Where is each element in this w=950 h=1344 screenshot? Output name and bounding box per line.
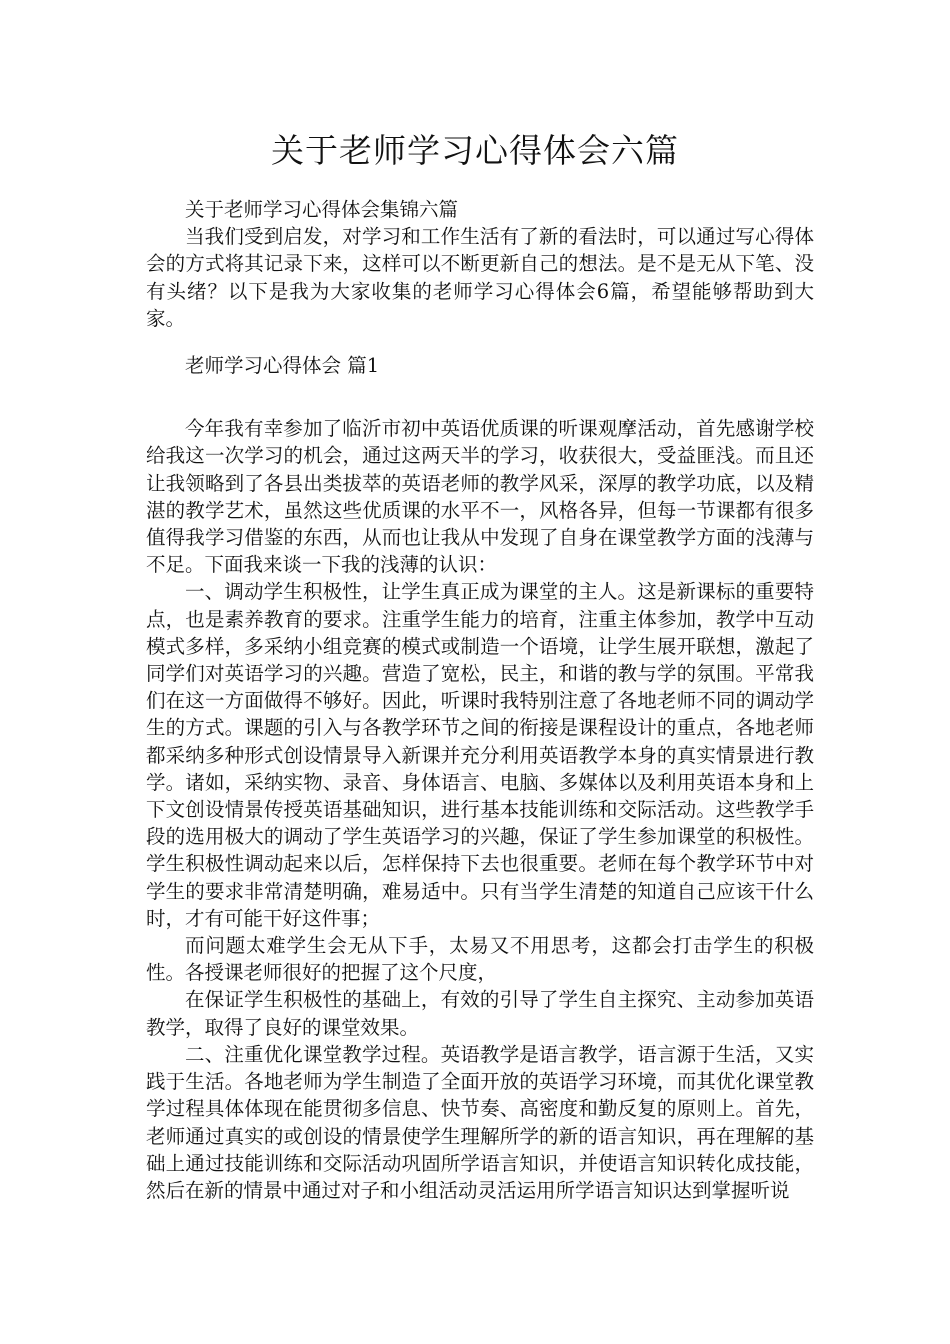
body-paragraph: 今年我有幸参加了临沂市初中英语优质课的听课观摩活动，首先感谢学校给我这一次学习的机会，通过这两天半的学习，收获很大，受益匪浅。而且还让我领略到了各县出类拔萃的英语老师的教学风采，深厚的教学功底，以及精湛的教学艺术，虽然这些优质课的水平不一，风格各异，但每一节课都有很多值得我学习借鉴的东西，从而也让我从中发现了自身在课堂教学方面的浅薄与不足。下面我来谈一下我的浅薄的认识： [146,417,814,577]
body-paragraph: 一、调动学生积极性，让学生真正成为课堂的主人。这是新课标的重要特点，也是素养教育的要求。注重学生能力的培育，注重主体参加，教学中互动模式多样，多采纳小组竞赛的模式或制造一个语境，让学生展开联想，激起了同学们对英语学习的兴趣。营造了宽松，民主，和谐的教与学的氛围。平常我们在这一方面做得不够好。因此，听课时我特别注意了各地老师不同的调动学生的方式。课题的引入与各教学环节之间的衔接是课程设计的重点，各地老师都采纳多种形式创设情景导入新课并充分利用英语教学本身的真实情景进行教学。诸如，采纳实物、录音、身体语言、电脑、多媒体以及利用英语本身和上下文创设情景传授英语基础知识，进行基本技能训练和交际活动。这些教学手段的选用极大的调动了学生英语学习的兴趣，保证了学生参加课堂的积极性。学生积极性调动起来以后，怎样保持下去也很重要。老师在每个教学环节中对学生的要求非常清楚明确，难易适中。只有当学生清楚的知道自己应该干什么时，才有可能干好这件事； [146,580,814,930]
section-heading: 老师学习心得体会 篇1 [185,354,380,378]
body-paragraph: 二、注重优化课堂教学过程。英语教学是语言教学，语言源于生活，又实践于生活。各地老师为学生制造了全面开放的英语学习环境，而其优化课堂教学过程具体体现在能贯彻多信息、快节奏、高密度和勤反复的原则上。首先，老师通过真实的或创设的情景使学生理解所学的新的语言知识，再在理解的基础上通过技能训练和交际活动巩固所学语言知识，并使语言知识转化成技能，然后在新的情景中通过对子和小组活动灵活运用所学语言知识达到掌握听说 [146,1042,814,1202]
intro-paragraph: 当我们受到启发，对学习和工作生活有了新的看法时，可以通过写心得体会的方式将其记录下来，这样可以不断更新自己的想法。是不是无从下笔、没有头绪？以下是我为大家收集的老师学习心得体会6篇，希望能够帮助到大家。 [146,225,814,330]
document-title: 关于老师学习心得体会六篇 [271,131,679,170]
body-paragraph: 在保证学生积极性的基础上，有效的引导了学生自主探究、主动参加英语教学，取得了良好的课堂效果。 [146,988,814,1039]
body-paragraph: 而问题太难学生会无从下手，太易又不用思考，这都会打击学生的积极性。各授课老师很好的把握了这个尺度， [146,934,814,985]
document-subtitle: 关于老师学习心得体会集锦六篇 [185,198,459,221]
document-body [146,196,814,1204]
